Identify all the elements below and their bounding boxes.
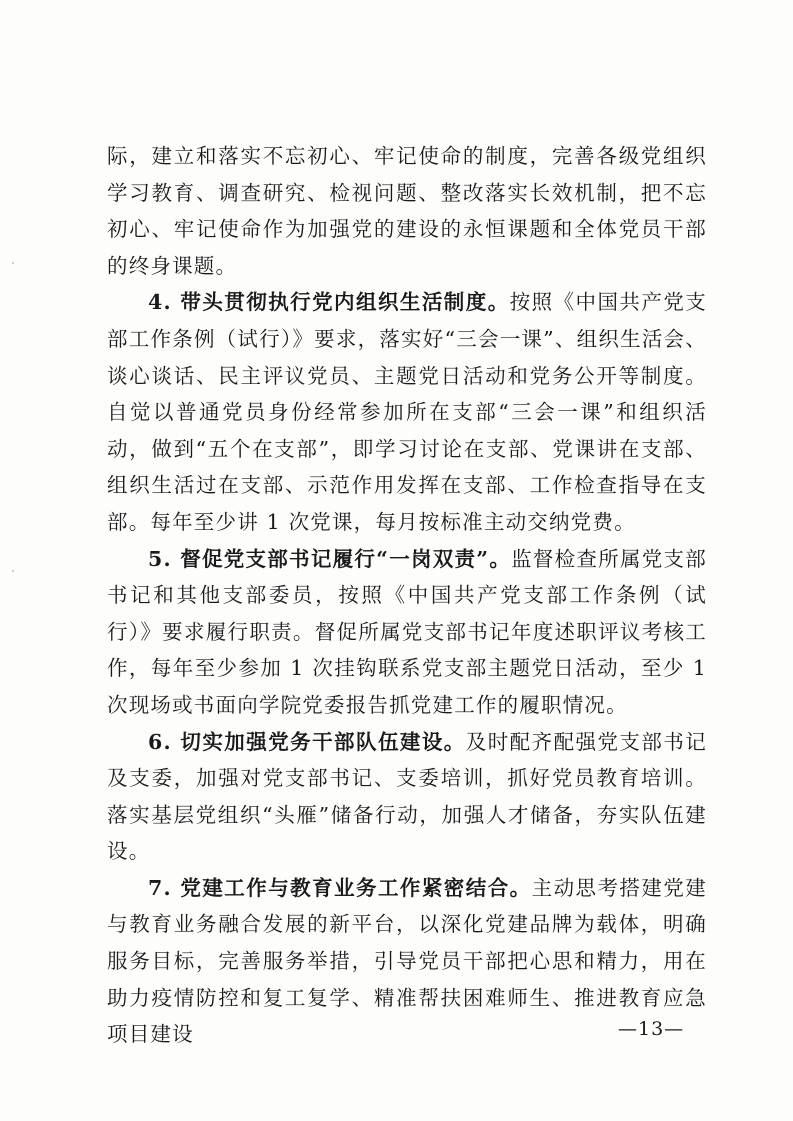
body-text — [107, 138, 707, 1053]
paragraph-body: 及时配齐配强党支部书记及支委，加强对党支部书记、支委培训，抓好党员教育培训。落实基层党组织“头雁”储备行动，加强人才储备，夯实队伍建设。 — [107, 729, 707, 864]
paragraph-item-6 — [107, 724, 707, 870]
item-heading: 5. 督促党支部书记履行“一岗双责”。 — [148, 546, 512, 571]
scan-mark — [12, 570, 14, 572]
paragraph-body: 按照《中国共产党支部工作条例（试行）》要求，落实好“三会一课”、组织生活会、谈心谈话、民主评议党员、主题党日活动和党务公开等制度。自觉以普通党员身份经常参加所在支部“三会一课”和组织活动，做到“五个在支部”，即学习讨论在支部、党课讲在支部、组织生活过在支部、示范作用发挥在支部、工作检查指导在支部。每年至少讲 1 次党课，每月按标准主动交纳党费。 — [107, 290, 707, 534]
item-heading: 4. 带头贯彻执行党内组织生活制度。 — [148, 290, 510, 315]
paragraph-item-7 — [107, 870, 707, 1053]
paragraph-body: 监督检查所属党支部书记和其他支部委员，按照《中国共产党支部工作条例（试行）》要求履行职责。督促所属党支部书记年度述职评议考核工作，每年至少参加 1 次挂钩联系党支部主题党日活动，至少 1 次现场或书面向学院党委报告抓党建工作的履职情况。 — [107, 546, 707, 717]
item-heading: 6. 切实加强党务干部队伍建设。 — [148, 729, 466, 754]
paragraph-body: 际，建立和落实不忘初心、牢记使命的制度，完善各级党组织学习教育、调查研究、检视问题、整改落实长效机制，把不忘初心、牢记使命作为加强党的建设的永恒课题和全体党员干部的终身课题。 — [107, 144, 707, 278]
paragraph-item-5 — [107, 541, 707, 724]
paragraph-body: 主动思考搭建党建与教育业务融合发展的新平台，以深化党建品牌为载体，明确服务目标，完善服务举措，引导党员干部把心思和精力，用在助力疫情防控和复工复学、精准帮扶困难师生、推进教育应急项目建设 — [107, 875, 707, 1047]
item-heading: 7. 党建工作与教育业务工作紧密结合。 — [148, 875, 532, 900]
scan-mark — [12, 262, 14, 264]
paragraph-continuation — [107, 138, 707, 284]
page-number: —13— — [618, 1018, 685, 1040]
paragraph-item-4 — [107, 284, 707, 540]
